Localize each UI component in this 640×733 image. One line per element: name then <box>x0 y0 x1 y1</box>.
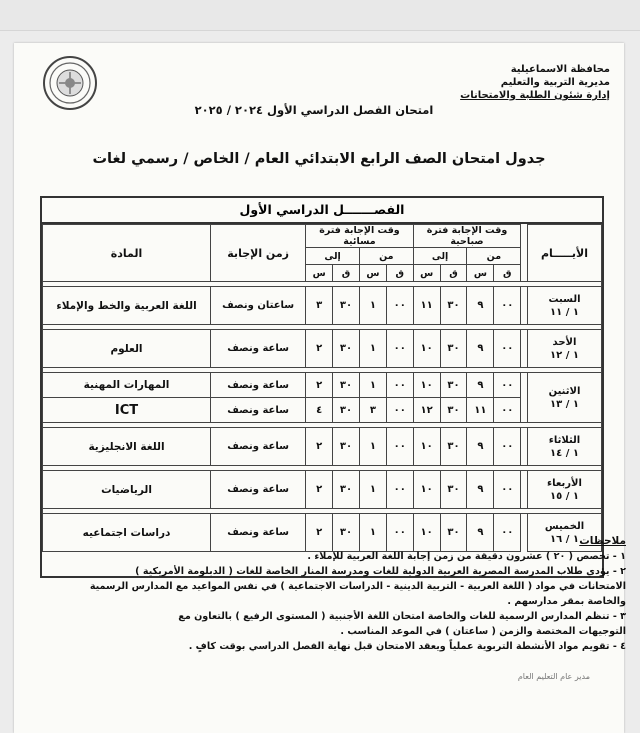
signature-footer: مدير عام التعليم العام <box>517 672 590 681</box>
evening-header: وقت الإجابة فترة مسائية <box>306 225 414 248</box>
evening-to-hour: ٢ <box>306 330 333 368</box>
morning-to-minute: ٣٠ <box>440 287 467 325</box>
governorate-line: محافظة الاسماعيلية <box>510 64 610 75</box>
morning-from-minute: ٠٠ <box>494 330 521 368</box>
evening-from-hour: ١ <box>359 287 386 325</box>
morning-to-hour: ١٢ <box>413 398 440 423</box>
evening-to-minute-header: ق <box>333 265 360 282</box>
evening-from-minute: ٠٠ <box>386 514 413 552</box>
evening-from-minute: ٠٠ <box>386 398 413 423</box>
note-line: ١ - تخصص ( ٢٠ ) عشرون دقيقة من زمن إجابة اللغة العربية للإملاء . <box>307 551 626 562</box>
note-line: ٤ - تقويم مواد الأنشطة التربوية عملياً ويعقد الامتحان قبل نهاية الفصل الدراسي بوقت كافٍ . <box>188 641 626 652</box>
duration-cell: ساعة ونصف <box>211 428 306 466</box>
notes-title: ملاحظات <box>579 535 626 547</box>
day-date: ١ / ١٣ <box>550 398 579 410</box>
subject-cell: الرياضيات <box>43 471 211 509</box>
evening-to-minute: ٣٠ <box>333 373 360 398</box>
evening-from-hour: ١ <box>359 373 386 398</box>
evening-from-hour: ١ <box>359 330 386 368</box>
evening-from-hour: ١ <box>359 514 386 552</box>
evening-to-header: إلى <box>306 248 360 265</box>
evening-to-minute: ٣٠ <box>333 398 360 423</box>
table-row <box>43 373 602 398</box>
directorate-line: مديرية التربية والتعليم <box>500 77 610 88</box>
evening-from-hour: ١ <box>359 428 386 466</box>
evening-to-hour-header: س <box>306 265 333 282</box>
day-cell <box>527 373 601 423</box>
duration-cell: ساعة ونصف <box>211 330 306 368</box>
morning-to-hour: ١٠ <box>413 471 440 509</box>
subject-cell: المهارات المهنية <box>43 373 211 398</box>
column-gap <box>521 225 528 282</box>
morning-from-hour: ٩ <box>467 471 494 509</box>
morning-to-minute: ٣٠ <box>440 428 467 466</box>
directorate-header <box>460 63 610 102</box>
table-row <box>43 398 602 423</box>
subject-cell: اللغة الانجليزية <box>43 428 211 466</box>
column-gap <box>521 471 528 509</box>
day-date: ١ / ١١ <box>550 306 579 318</box>
evening-from-hour-header: س <box>359 265 386 282</box>
morning-from-hour-header: س <box>467 265 494 282</box>
evening-from-minute: ٠٠ <box>386 471 413 509</box>
column-gap <box>521 428 528 466</box>
morning-from-minute: ٠٠ <box>494 428 521 466</box>
evening-from-minute: ٠٠ <box>386 428 413 466</box>
ministry-seal-icon <box>42 55 98 111</box>
schedule-table <box>42 224 602 552</box>
morning-header: وقت الإجابة فترة صباحية <box>413 225 521 248</box>
note-line: ٢ - يؤدي طلاب المدرسة المصرية العربية الدولية للغات ومدرسة المنار الخاصة للغات ( الدبلومة الأمريكية ) <box>135 566 626 577</box>
semester-label: الفصـــــــل الدراسي الأول <box>42 198 602 224</box>
day-date: ١ / ١٤ <box>550 447 579 459</box>
subject-cell: دراسات اجتماعيه <box>43 514 211 552</box>
day-cell <box>527 471 601 509</box>
evening-to-minute: ٣٠ <box>333 471 360 509</box>
table-row <box>43 471 602 509</box>
morning-from-header: من <box>467 248 521 265</box>
table-row <box>43 330 602 368</box>
duration-cell: ساعة ونصف <box>211 514 306 552</box>
morning-to-minute: ٣٠ <box>440 398 467 423</box>
table-row <box>43 428 602 466</box>
morning-from-minute: ٠٠ <box>494 398 521 423</box>
day-cell <box>527 330 601 368</box>
day-name: الأحد <box>552 336 577 348</box>
morning-to-hour: ١٠ <box>413 514 440 552</box>
schedule-title: جدول امتحان الصف الرابع الابتدائي العام / الخاص / رسمي لغات <box>92 151 546 167</box>
note-line: التوجيهات المختصة والزمن ( ساعتان ) في الموعد المناسب . <box>340 626 626 637</box>
days-header: الأيـــــام <box>527 225 601 282</box>
duration-header: زمن الإجابة <box>211 225 306 282</box>
morning-from-minute: ٠٠ <box>494 373 521 398</box>
subject-cell: ICT <box>43 398 211 423</box>
evening-to-minute: ٣٠ <box>333 287 360 325</box>
morning-from-hour: ٩ <box>467 373 494 398</box>
column-gap <box>521 373 528 423</box>
morning-to-hour-header: س <box>413 265 440 282</box>
evening-to-hour: ٢ <box>306 514 333 552</box>
exam-title: امتحان الفصل الدراسي الأول ٢٠٢٤ / ٢٠٢٥ <box>194 103 434 117</box>
day-name: الثلاثاء <box>548 434 581 446</box>
column-gap <box>521 287 528 325</box>
morning-from-hour: ٩ <box>467 287 494 325</box>
column-gap <box>521 330 528 368</box>
morning-to-hour: ١٠ <box>413 330 440 368</box>
notes-section <box>46 534 626 654</box>
duration-cell: ساعتان ونصف <box>211 287 306 325</box>
duration-cell: ساعة ونصف <box>211 471 306 509</box>
subject-header: المادة <box>43 225 211 282</box>
evening-to-minute: ٣٠ <box>333 428 360 466</box>
evening-to-hour: ٢ <box>306 471 333 509</box>
evening-to-hour: ٣ <box>306 287 333 325</box>
day-name: السبت <box>548 293 581 305</box>
morning-to-header: إلى <box>413 248 467 265</box>
morning-to-minute-header: ق <box>440 265 467 282</box>
morning-from-minute: ٠٠ <box>494 287 521 325</box>
evening-from-minute: ٠٠ <box>386 330 413 368</box>
evening-to-minute: ٣٠ <box>333 330 360 368</box>
subject-cell: العلوم <box>43 330 211 368</box>
morning-from-hour: ٩ <box>467 428 494 466</box>
morning-from-minute-header: ق <box>494 265 521 282</box>
note-line: ٣ - تنظم المدارس الرسمية للغات والخاصة امتحان اللغة الأجنبية ( المستوى الرفيع ) بالتعاون مع <box>178 611 626 622</box>
evening-from-hour: ١ <box>359 471 386 509</box>
table-row <box>43 287 602 325</box>
evening-to-minute: ٣٠ <box>333 514 360 552</box>
day-date: ١ / ١٢ <box>550 349 579 361</box>
morning-from-hour: ٩ <box>467 514 494 552</box>
morning-from-minute: ٠٠ <box>494 471 521 509</box>
evening-from-minute: ٠٠ <box>386 287 413 325</box>
day-name: الخميس <box>544 520 585 532</box>
note-line: والخاصة بمقر مدارسهم . <box>507 596 626 607</box>
morning-to-minute: ٣٠ <box>440 330 467 368</box>
day-name: الاثنين <box>548 385 581 397</box>
evening-from-header: من <box>359 248 413 265</box>
morning-to-hour: ١٠ <box>413 373 440 398</box>
evening-to-hour: ٢ <box>306 373 333 398</box>
day-cell <box>527 428 601 466</box>
day-date: ١ / ١٦ <box>550 533 579 545</box>
morning-to-hour: ١٠ <box>413 428 440 466</box>
evening-from-hour: ٣ <box>359 398 386 423</box>
day-name: الأربعاء <box>547 477 582 489</box>
morning-to-hour: ١١ <box>413 287 440 325</box>
browser-top-band <box>0 0 640 31</box>
morning-to-minute: ٣٠ <box>440 373 467 398</box>
morning-from-hour: ١١ <box>467 398 494 423</box>
duration-cell: ساعة ونصف <box>211 398 306 423</box>
schedule-table-frame <box>40 196 604 578</box>
note-line: الامتحانات في مواد ( اللغة العربية - التربية الدينية - الدراسات الاجتماعية ) في نفس المواعيد مع المدارس الرسمية <box>89 581 626 592</box>
morning-from-minute: ٠٠ <box>494 514 521 552</box>
duration-cell: ساعة ونصف <box>211 373 306 398</box>
subject-cell: اللغة العربية والخط والإملاء <box>43 287 211 325</box>
morning-from-hour: ٩ <box>467 330 494 368</box>
day-cell <box>527 287 601 325</box>
department-line: إدارة شئون الطلبة والامتحانات <box>460 90 610 101</box>
evening-to-hour: ٢ <box>306 428 333 466</box>
morning-to-minute: ٣٠ <box>440 514 467 552</box>
evening-to-hour: ٤ <box>306 398 333 423</box>
morning-to-minute: ٣٠ <box>440 471 467 509</box>
evening-from-minute-header: ق <box>386 265 413 282</box>
day-date: ١ / ١٥ <box>550 490 579 502</box>
evening-from-minute: ٠٠ <box>386 373 413 398</box>
